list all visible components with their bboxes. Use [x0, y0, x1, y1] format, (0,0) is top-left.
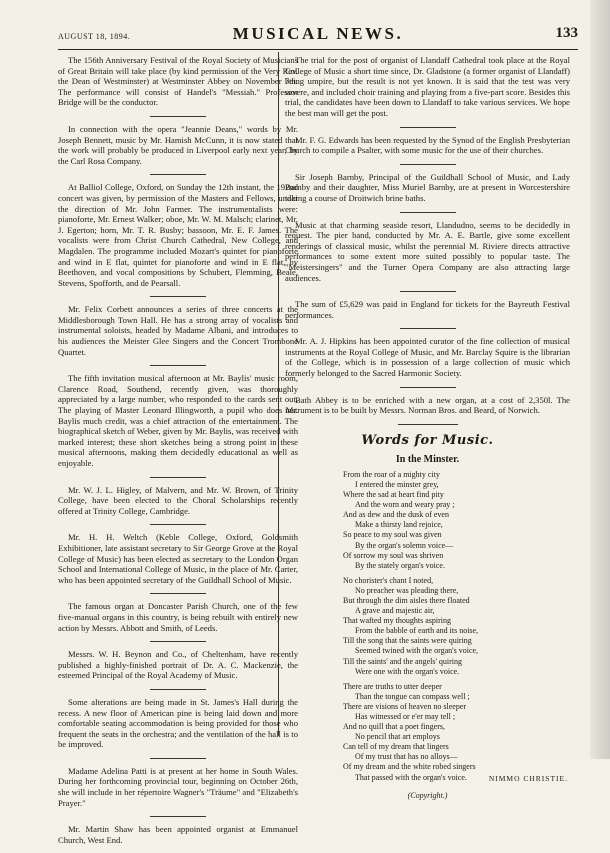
news-paragraph: Music at that charming seaside resort, Llandudno, seems to be decidedly in request. The pier band, conducted by Mr. A. E. Bartle, give some excellent renderings of classical music, whilst the perennial M. Riviere directs attractive performances to some extent more suited possibly to popular taste. The "Meistersingers" and the Turner Opera Company are also attracting large audiences. — [285, 219, 570, 283]
poem-line: From the roar of a mighty city — [343, 469, 440, 479]
article-separator — [150, 116, 206, 117]
article-separator — [400, 291, 456, 292]
news-paragraph: At Balliol College, Oxford, on Sunday the 12th instant, the 192nd concert was given, by permission of the Masters and Fellows, under the direction of Mr. John Farmer. The instrumentalists were: pianoforte, Mr. Ernest Walker; oboe, Mr. W. M. Malsch; clarinet, Mr. J. Egerton; horn, Mr. T. R. Busby; bassoon, Mr. E. F. James. The vocalists were from Christ Church Cathedral, New College, and Magdalen. The programme included Mozart's quintet for pianoforte and wind in E flat, quintet for pianoforte and wind in E flat, by Beethoven, and vocal compositions by Schubert, Flemming, Beale, Stevens, Spofforth, and de Pearsall. — [58, 182, 298, 288]
article-separator — [150, 524, 206, 525]
news-paragraph: Some alterations are being made in St. James's Hall during the recess. A new floor of American pine is being laid down and more comfortable seating accommodation is being provided for those who frequent the seats in the orchestra; and the ventilation of the hall is to be improved. — [58, 696, 298, 750]
poem-line: And the worn and weary pray ; — [355, 500, 455, 510]
poem-line: But through the dim aisles there floated — [343, 595, 470, 605]
news-paragraph: The fifth invitation musical afternoon at Mr. Baylis' music room, Clarence Road, Southend, recently given, was thoroughly appreciated by a large number, who responded to the cards sent out. The playing of Master Leonard Illingworth, a pupil who does Mr. Baylis much credit, was a chief attraction of the entertainment. The biographical sketch of Weber, given by Mr. Baylis, was received with marked interest; these short sketches being a strong point in these musical afternoons, making them decidedly educational as well as enjoyable. — [58, 373, 298, 468]
article-separator — [400, 212, 456, 213]
left-column — [58, 55, 298, 853]
poem-line: Till the saints' and the angels' quiring — [343, 656, 463, 666]
news-paragraph: Mr. Felix Corbett announces a series of three concerts at the Middlesborough Town Hall. He has a strong array of vocalists and instrumental soloists, headed by Madame Albani, and introduces to his audiences the Meister Glee Singers and the Concert Trombone Quartet. — [58, 304, 298, 357]
article-separator — [150, 641, 206, 642]
copyright-note: (Copyright.) — [407, 790, 448, 800]
issue-date: AUGUST 18, 1894. — [58, 32, 131, 41]
poem-line: No preacher was pleading there, — [355, 585, 459, 595]
poem-line: By the organ's solemn voice— — [355, 540, 454, 550]
poem-line: Can tell of my dream that lingers — [343, 742, 449, 752]
article-separator — [150, 174, 206, 175]
news-paragraph: In connection with the opera "Jeannie Deans," words by Mr. Joseph Bennett, music by Mr. Hamish McCunn, it is now stated that the work will probably be produced in Liverpool early next year, by the Carl Rosa Company. — [58, 123, 298, 166]
poem-line: That wafted my thoughts aspiring — [343, 616, 451, 626]
poem-line: So peace to my soul was given — [343, 530, 442, 540]
poem-line: Of my trust that has no alloys— — [355, 752, 458, 762]
news-paragraph: Mr. Martin Shaw has been appointed organist at Emmanuel Church, West End. — [58, 824, 298, 845]
poem-line: Where the sad at heart find pity — [343, 490, 444, 500]
right-column — [285, 55, 570, 800]
poem-author: NIMMO CHRISTIE. — [488, 773, 568, 783]
poem-line: Make a thirsty land rejoice, — [355, 520, 443, 530]
poem-line: Till the song that the saints were quiring — [343, 636, 472, 646]
poem-line: And as dew and the dusk of even — [343, 510, 449, 520]
article-separator — [400, 328, 456, 329]
news-paragraph: Mr. H. H. Weltch (Keble College, Oxford, Goldsmith Exhibitioner, late assistant secretary to Sir George Grove at the Royal College of Music) has been elected as secretary to the London Organ School and International College of Music, in the place of Mr. Carter, who has been appointed secretary of the Guildhall School of Music. — [58, 532, 298, 585]
news-paragraph: Bath Abbey is to be enriched with a new organ, at a cost of 2,350l. The instrument is to be built by Messrs. Norman Bros. and Beard, of Norwich. — [285, 394, 570, 416]
poem-line: Than the tongue can compass well ; — [355, 691, 470, 701]
poem-title: In the Minster. — [395, 453, 460, 465]
poem-line: No pencil that art employs — [355, 732, 440, 742]
poem-line: From the babble of earth and its noise, — [355, 626, 479, 636]
news-paragraph: The sum of £5,629 was paid in England for tickets for the Bayreuth Festival performances. — [285, 299, 570, 320]
poem-line: That passed with the organ's voice. — [355, 772, 467, 782]
page-header — [58, 24, 578, 48]
poem-line: Of my dream and the white robed singers — [343, 762, 476, 772]
article-separator — [150, 296, 206, 297]
article-separator — [150, 816, 206, 817]
news-paragraph: Madame Adelina Patti is at present at her home in South Wales. During her forthcoming provincial tour, beginning on October 26th, she will include in her répertoire Wagner's "Träume" and "Elizabeth's Prayer." — [58, 765, 298, 808]
news-paragraph: Mr. W. J. L. Higley, of Malvern, and Mr. W. Brown, of Trinity College, have been elected to the Choral Scholarships recently offered at Trinity College, Cambridge. — [58, 484, 298, 516]
poem-line: I entered the minster grey, — [355, 479, 439, 489]
news-paragraph: Mr. A. J. Hipkins has been appointed curator of the fine collection of musical instruments at the Royal College of Music, and Mr. Barclay Squire is the librarian of the College, which is in possession of a large collection of music which formerly belonged to the Sacred Harmonic Society. — [285, 336, 570, 379]
poem-line: And no quill that a poet fingers, — [343, 722, 445, 732]
poem-line: A grave and majestic air, — [355, 606, 435, 616]
article-separator — [400, 127, 456, 128]
poem-line: There are truths to utter deeper — [343, 681, 442, 691]
poem-line: Seemed twined with the organ's voice, — [355, 646, 479, 656]
article-separator — [400, 387, 456, 388]
poem-line: By the stately organ's voice. — [355, 560, 445, 570]
words-for-music-heading: Words for Music. — [361, 432, 494, 448]
article-separator — [150, 477, 206, 478]
article-separator — [400, 164, 456, 165]
news-paragraph: Sir Joseph Barnby, Principal of the Guildhall School of Music, and Lady Barnby and their daughter, Miss Muriel Barnby, are at present in Worcestershire taking a course of Droitwich brine baths. — [285, 171, 570, 203]
news-paragraph: Messrs. W. H. Beynon and Co., of Cheltenham, have recently published a highly-finished portrait of Dr. A. C. Mackenzie, the esteemed Principal of the Royal Academy of Music. — [58, 649, 298, 681]
article-separator — [150, 593, 206, 594]
poem-line: There are visions of heaven no sleeper — [343, 701, 467, 711]
news-paragraph: Mr. F. G. Edwards has been requested by the Synod of the English Presbyterian Church to compile a Psalter, with some music for the use of their churches. — [285, 134, 570, 156]
right-column-articles — [285, 55, 570, 416]
header-rule — [58, 49, 578, 50]
poem-line: Of sorrow my soul was shriven — [343, 550, 444, 560]
article-separator — [150, 365, 206, 366]
page-number: 133 — [555, 25, 578, 41]
poem-line: No chorister's chant I noted, — [343, 575, 434, 585]
news-paragraph: The 156th Anniversary Festival of the Royal Society of Musicians of Great Britain will take place (by kind permission of the Very Rev. the Dean of Westminster) at Westminster Abbey on November 7th. The performance will consist of Handel's "Messiah." Professor Bridge will be the conductor. — [58, 55, 298, 108]
page-edge — [590, 0, 610, 759]
poem-line: Has witnessed or e'er may tell ; — [355, 712, 456, 721]
article-separator — [150, 689, 206, 690]
masthead-title: MUSICAL NEWS. — [232, 24, 404, 43]
section-rule — [398, 424, 458, 425]
poem — [285, 470, 570, 783]
news-paragraph: The trial for the post of organist of Llandaff Cathedral took place at the Royal College of Music a short time since, Dr. Gladstone (a former organist of Llandaff) being umpire, but the result is not yet known. It is said that the test was very severe, and included choir training and playing from a five-part score. Besides this trial, the candidates have been down to Llandaff to take various services. We hope the best man will get the post. — [285, 55, 570, 118]
news-paragraph: The famous organ at Doncaster Parish Church, one of the few five-manual organs in this country, is being rebuilt with entirely new action by Messrs. Abbott and Smith, of Leeds. — [58, 601, 298, 633]
poem-line: Were one with the organ's voice. — [355, 666, 460, 676]
